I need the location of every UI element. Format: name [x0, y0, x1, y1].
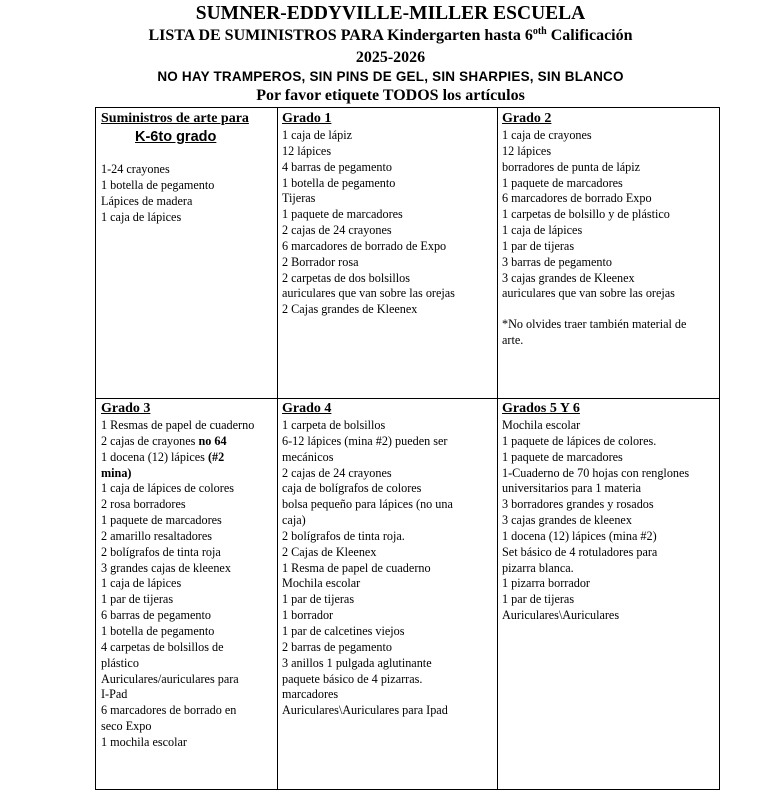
list-item: bolsa pequeño para lápices (no una — [282, 497, 453, 512]
list-item: 6 marcadores de borrado de Expo — [282, 238, 447, 253]
list-item: 3 borradores grandes y rosados — [502, 497, 654, 512]
list-item: 3 cajas grandes de Kleenex — [502, 270, 635, 285]
list-item: Auriculares\Auriculares para Ipad — [282, 703, 448, 718]
list-item: Tijeras — [282, 191, 316, 206]
list-item: 2 carpetas de dos bolsillos — [282, 270, 410, 285]
list-item: 1 par de calcetines viejos — [282, 623, 405, 638]
list-title-main: LISTA DE SUMINISTROS PARA Kindergarten hasta 6 — [148, 27, 533, 44]
list-item: Set básico de 4 rotuladores para — [502, 544, 658, 559]
grade-3-heading: Grado 3 — [101, 401, 151, 416]
list-item: 1 carpetas de bolsillo y de plástico — [502, 207, 670, 222]
list-item: 1-Cuaderno de 70 hojas con renglones — [502, 465, 690, 480]
list-item: caja) — [282, 513, 306, 528]
list-item: 1 par de tijeras — [502, 592, 575, 607]
list-item: 3 anillos 1 pulgada aglutinante — [282, 655, 432, 670]
list-item: auriculares que van sobre las orejas — [282, 286, 455, 301]
item-emphasis: (#2 — [207, 449, 225, 464]
list-item: 2 Borrador rosa — [282, 254, 359, 269]
list-item-continued — [101, 466, 275, 482]
art-heading: Suministros de arte para — [101, 111, 249, 126]
grade-2-note — [502, 317, 718, 349]
column-divider — [277, 108, 278, 789]
list-item: 1 par de tijeras — [502, 238, 575, 253]
school-year: 2025-2026 — [355, 49, 426, 66]
list-item: universitarios para 1 materia — [502, 481, 642, 496]
list-item: 1 par de tijeras — [282, 592, 355, 607]
list-item: 6 marcadores de borrado en — [101, 703, 237, 718]
list-item: 1 mochila escolar — [101, 734, 187, 749]
list-item: 1 Resma de papel de cuaderno — [282, 560, 431, 575]
list-item: 2 bolígrafos de tinta roja — [101, 544, 221, 559]
list-item: 1 paquete de marcadores — [282, 207, 403, 222]
list-item: 2 bolígrafos de tinta roja. — [282, 528, 405, 543]
item-emphasis: no 64 — [198, 433, 227, 448]
list-item: 1 caja de lápices — [101, 576, 182, 591]
list-title — [0, 27, 781, 45]
grade-4-cell — [282, 400, 496, 719]
restrictions-notice: NO HAY TRAMPEROS, SIN PINS DE GEL, SIN SHARPIES, SIN BLANCO — [157, 69, 624, 84]
list-item: I-Pad — [101, 687, 128, 702]
list-item: 1 botella de pegamento — [101, 177, 215, 192]
list-item: Mochila escolar — [502, 418, 581, 432]
list-item: 4 barras de pegamento — [282, 159, 392, 174]
art-supplies-cell — [101, 110, 273, 225]
list-item: 2 Cajas de Kleenex — [282, 544, 377, 559]
supply-table — [95, 107, 720, 790]
list-title-end: Calificación — [546, 27, 633, 44]
grade-1-heading: Grado 1 — [282, 111, 332, 126]
grades-5-6-cell — [502, 400, 718, 624]
art-subheading: K-6to grado — [135, 129, 217, 145]
list-item: 2 Cajas grandes de Kleenex — [282, 302, 418, 317]
list-item: 1 botella de pegamento — [282, 175, 396, 190]
list-item — [101, 434, 275, 450]
list-item: 2 rosa borradores — [101, 497, 186, 512]
list-item: 1-24 crayones — [101, 162, 170, 176]
list-item: 3 grandes cajas de kleenex — [101, 560, 231, 575]
list-item: 2 barras de pegamento — [282, 639, 392, 654]
list-item: 1 caja de lápices — [101, 209, 182, 224]
list-item: 1 botella de pegamento — [101, 623, 215, 638]
list-item: 12 lápices — [502, 143, 552, 158]
list-item: seco Expo — [101, 719, 152, 734]
grade-2-cell — [502, 110, 718, 349]
list-item: Auriculares\Auriculares — [502, 608, 620, 623]
list-item: 1 carpeta de bolsillos — [282, 418, 386, 432]
list-item: 1 borrador — [282, 608, 334, 623]
row-divider — [96, 398, 719, 399]
list-item: 1 caja de lápices — [502, 223, 583, 238]
item-emphasis: mina) — [101, 465, 132, 480]
grade-3-cell — [101, 400, 275, 751]
list-item: mecánicos — [282, 449, 334, 464]
note-line: arte. — [502, 333, 524, 348]
list-item: 1 caja de lápices de colores — [101, 481, 234, 496]
list-item: 3 barras de pegamento — [502, 254, 612, 269]
list-item: 6 marcadores de borrado Expo — [502, 191, 652, 206]
list-item: 2 amarillo resaltadores — [101, 528, 212, 543]
note-line: *No olvides traer también material de — [502, 317, 687, 332]
list-item: auriculares que van sobre las orejas — [502, 286, 675, 301]
school-name: SUMNER-EDDYVILLE-MILLER ESCUELA — [195, 3, 586, 24]
list-item — [101, 450, 275, 466]
list-item: 1 pizarra borrador — [502, 576, 590, 591]
list-item: 2 cajas de 24 crayones — [282, 223, 392, 238]
list-item: 1 paquete de lápices de colores. — [502, 433, 657, 448]
list-item: marcadores — [282, 687, 339, 702]
list-item: Lápices de madera — [101, 193, 193, 208]
list-item: 1 caja de lápiz — [282, 128, 353, 142]
list-item: plástico — [101, 655, 139, 670]
list-item: 2 cajas de 24 crayones — [282, 465, 392, 480]
list-item: 12 lápices — [282, 143, 332, 158]
list-item: 1 docena (12) lápices (mina #2) — [502, 528, 657, 543]
list-item: 3 cajas grandes de kleenex — [502, 513, 632, 528]
list-item: 6 barras de pegamento — [101, 608, 211, 623]
list-item: 1 caja de crayones — [502, 128, 592, 142]
list-item: Mochila escolar — [282, 576, 361, 591]
list-item: 6-12 lápices (mina #2) pueden ser — [282, 433, 448, 448]
list-item: Auriculares/auriculares para — [101, 671, 239, 686]
list-item: 1 Resmas de papel de cuaderno — [101, 418, 255, 432]
list-item: 1 paquete de marcadores — [101, 513, 222, 528]
grades-5-6-heading: Grados 5 Y 6 — [502, 401, 580, 416]
grade-4-heading: Grado 4 — [282, 401, 332, 416]
list-item: 4 carpetas de bolsillos de — [101, 639, 224, 654]
list-item: pizarra blanca. — [502, 560, 574, 575]
list-item: 1 paquete de marcadores — [502, 175, 623, 190]
column-divider — [497, 108, 498, 789]
list-item: borradores de punta de lápiz — [502, 159, 641, 174]
grade-1-cell — [282, 110, 496, 318]
list-item: 1 paquete de marcadores — [502, 449, 623, 464]
list-item: paquete básico de 4 pizarras. — [282, 671, 423, 686]
item-text: 1 docena (12) lápices — [101, 449, 208, 464]
label-request: Por favor etiquete TODOS los artículos — [256, 87, 525, 104]
list-title-superscript: oth — [532, 26, 547, 37]
list-item: caja de bolígrafos de colores — [282, 481, 422, 496]
grade-2-heading: Grado 2 — [502, 111, 552, 126]
item-text: 2 cajas de crayones — [101, 433, 199, 448]
list-item: 1 par de tijeras — [101, 592, 174, 607]
